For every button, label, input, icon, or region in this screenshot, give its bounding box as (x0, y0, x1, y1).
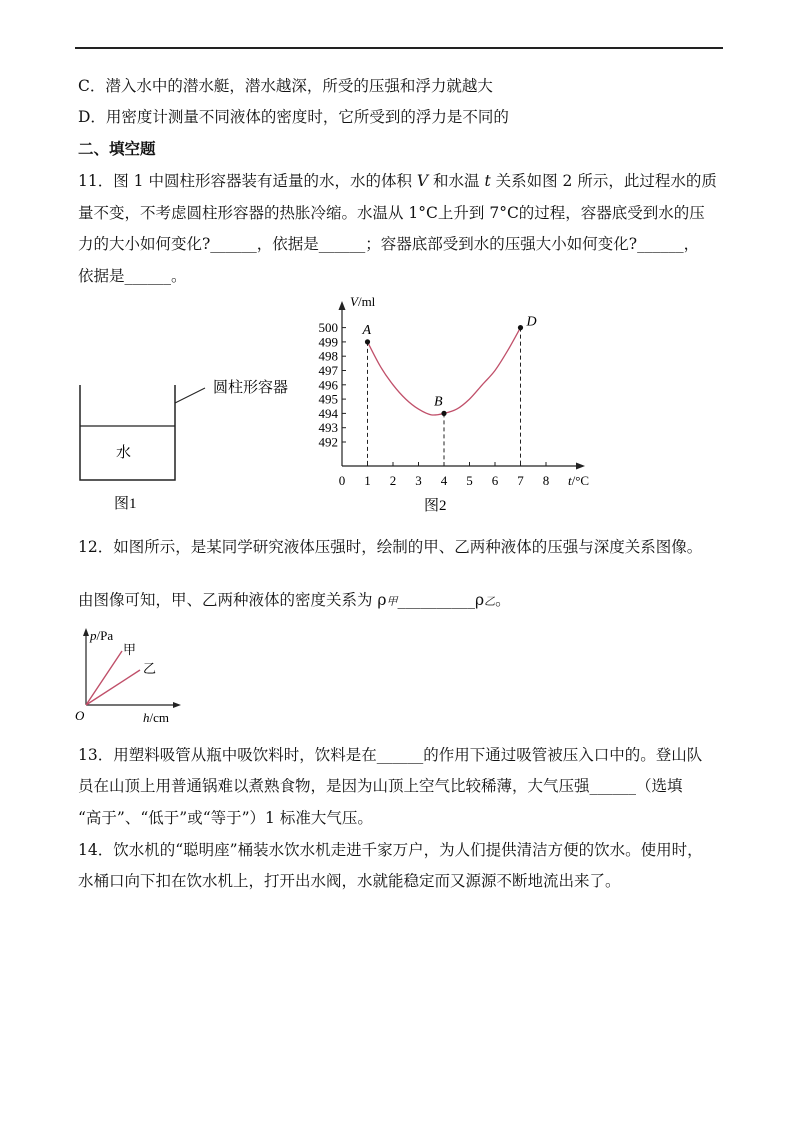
x-tick-label: 5 (466, 473, 473, 488)
y-axis-label: V/ml (350, 294, 376, 309)
x-tick-label: 3 (415, 473, 422, 488)
y-tick-label: 494 (318, 405, 338, 421)
label-jia: 甲 (123, 642, 137, 657)
point-d (518, 325, 523, 330)
label-yi: 乙 (143, 661, 157, 676)
y-tick-label: 497 (318, 363, 338, 378)
q12-line1: 12．如图所示，是某同学研究液体压强时，绘制的甲、乙两种液体的压强与深度关系图像。 (78, 538, 703, 556)
option-c: C．潜入水中的潜水艇，潜水越深，所受的压强和浮力就越大 (78, 77, 493, 95)
q11-line3: 力的大小如何变化?______，依据是______；容器底部受到水的压强大小如何变化?______， (78, 235, 700, 253)
y-tick-label: 499 (318, 334, 338, 350)
figure1-container-diagram (70, 360, 310, 520)
line-jia (86, 651, 122, 705)
x-axis-label: t/°C (568, 473, 590, 488)
point-a (365, 339, 370, 344)
water-label: 水 (116, 445, 132, 461)
h-axis-label: h/cm (143, 710, 169, 725)
top-rule (75, 47, 723, 49)
point-label-d: D (526, 314, 537, 330)
point-b (441, 411, 446, 416)
series-line (368, 328, 521, 415)
p-axis-arrow (83, 628, 89, 636)
point-label-a: A (362, 322, 372, 338)
h-axis-arrow (173, 702, 181, 708)
section-heading: 二、填空题 (78, 139, 156, 158)
q13-line1: 13．用塑料吸管从瓶中吸饮料时，饮料是在______的作用下通过吸管被压入口中的。登山队 (78, 746, 703, 764)
q13-line2: 员在山顶上用普通锅难以煮熟食物，是因为山顶上空气比较稀薄，大气压强______（选填 (78, 777, 683, 795)
q11-line2: 量不变，不考虑圆柱形容器的热胀冷缩。水温从 1°C上升到 7°C的过程，容器底受到水的压 (78, 204, 705, 222)
label-leader-line (175, 388, 205, 403)
x-axis-arrow (576, 463, 585, 470)
y-axis-arrow (339, 301, 346, 310)
p-axis-label: p/Pa (90, 628, 114, 643)
origin-label: O (75, 708, 85, 723)
y-tick-label: 492 (318, 434, 338, 450)
q14-line1: 14．饮水机的“聪明座”桶装水饮水机走进千家万户，为人们提供清洁方便的饮水。使用时， (78, 841, 703, 859)
q12-line2: 由图像可知，甲、乙两种液体的密度关系为 ρ甲__________ρ乙。 (78, 591, 511, 609)
figure2-volume-temperature-chart (300, 290, 620, 520)
container-label: 圆柱形容器 (213, 380, 289, 396)
y-tick-label: 495 (318, 391, 338, 407)
x-tick-label: 6 (491, 473, 499, 488)
y-tick-label: 493 (318, 420, 338, 436)
q11-line4: 依据是______。 (78, 267, 187, 285)
q13-line3: “高于”、“低于”或“等于”）1 标准大气压。 (78, 809, 373, 827)
x-tick-label: 4 (440, 473, 448, 488)
x-tick-label: 0 (338, 473, 346, 488)
figure1-caption: 图1 (114, 496, 137, 512)
container-outline (80, 385, 175, 480)
y-tick-label: 496 (318, 377, 338, 393)
figure3-pressure-depth-graph (70, 618, 200, 728)
y-tick-label: 498 (318, 348, 338, 364)
x-tick-label: 2 (389, 473, 397, 488)
line-yi (86, 670, 140, 705)
y-tick-label: 500 (318, 320, 338, 336)
option-d: D．用密度计测量不同液体的密度时，它所受到的浮力是不同的 (78, 108, 509, 126)
x-tick-label: 7 (517, 473, 524, 488)
x-tick-label: 1 (364, 473, 371, 488)
point-label-b: B (434, 394, 443, 410)
q11-line1: 11．图 1 中圆柱形容器装有适量的水，水的体积 V 和水温 t 关系如图 2 所示，此过程水的质 (78, 172, 717, 190)
figure2-caption: 图2 (424, 498, 447, 514)
q14-line2: 水桶口向下扣在饮水机上，打开出水阀，水就能稳定而又源源不断地流出来了。 (78, 872, 621, 890)
x-tick-label: 8 (542, 473, 550, 488)
